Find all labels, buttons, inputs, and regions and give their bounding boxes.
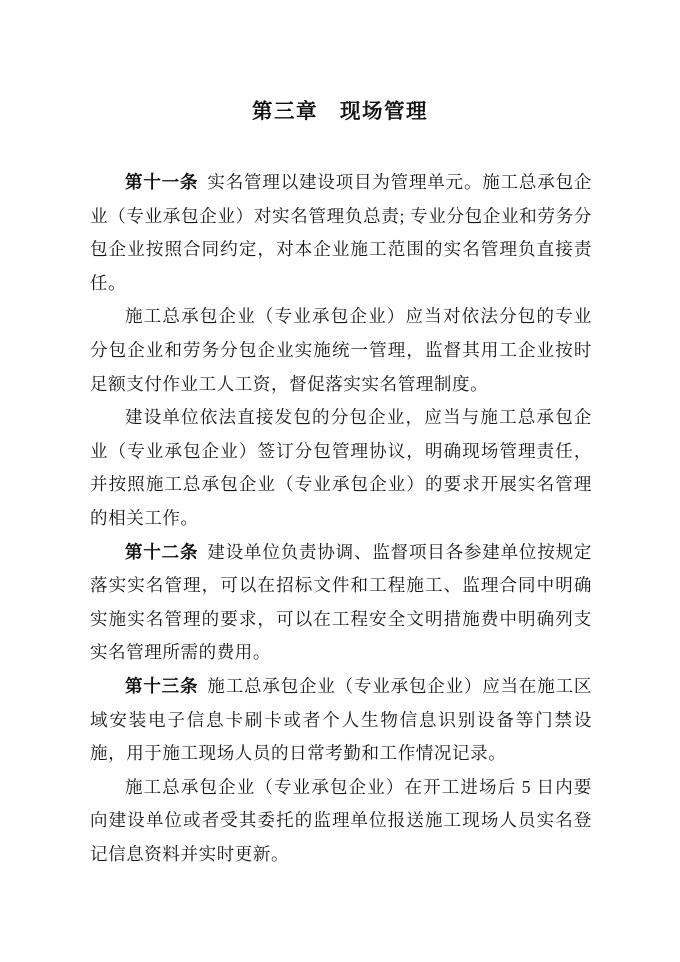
article-13-text: 施工总承包企业（专业承包企业）应当在施工区域安装电子信息卡刷卡或者个人生物信息识别设备等门禁设施，用于施工现场人员的日常考勤和工作情况记录。 xyxy=(90,675,592,764)
chapter-heading: 第三章 现场管理 xyxy=(252,101,428,123)
article-11-number: 第十一条 xyxy=(125,172,199,192)
article-13-number: 第十三条 xyxy=(125,675,199,696)
article-13-paragraph-2 xyxy=(90,771,592,872)
article-13-paragraph xyxy=(90,670,592,771)
article-11-paragraph xyxy=(90,166,592,300)
article-12-text: 建设单位负责协调、监督项目各参建单位按规定落实实名管理，可以在招标文件和工程施工、监理合同中明确实施实名管理的要求，可以在工程安全文明措施费中明确列支实名管理所需的费用。 xyxy=(90,541,592,663)
document-body xyxy=(90,166,592,871)
article-12-paragraph xyxy=(90,536,592,670)
article-12-number: 第十二条 xyxy=(125,541,199,562)
article-11-paragraph-3 xyxy=(90,401,592,535)
paragraph-2-text: 施工总承包企业（专业承包企业）应当对依法分包的专业分包企业和劳务分包企业实施统一管理，监督其用工企业按时足额支付作业工人工资，督促落实实名管理制度。 xyxy=(90,306,592,394)
paragraph-6-text: 施工总承包企业（专业承包企业）在开工进场后 5 日内要向建设单位或者受其委托的监理单位报送施工现场人员实名登记信息资料并实时更新。 xyxy=(90,776,592,864)
article-11-text: 实名管理以建设项目为管理单元。施工总承包企业（专业承包企业）对实名管理负总责; 专业分包企业和劳务分包企业按照合同约定，对本企业施工范围的实名管理负直接责任。 xyxy=(90,172,592,293)
paragraph-3-text: 建设单位依法直接发包的分包企业，应当与施工总承包企业（专业承包企业）签订分包管理协议，明确现场管理责任，并按照施工总承包企业（专业承包企业）的要求开展实名管理的相关工作。 xyxy=(90,407,592,528)
article-11-paragraph-2 xyxy=(90,300,592,401)
